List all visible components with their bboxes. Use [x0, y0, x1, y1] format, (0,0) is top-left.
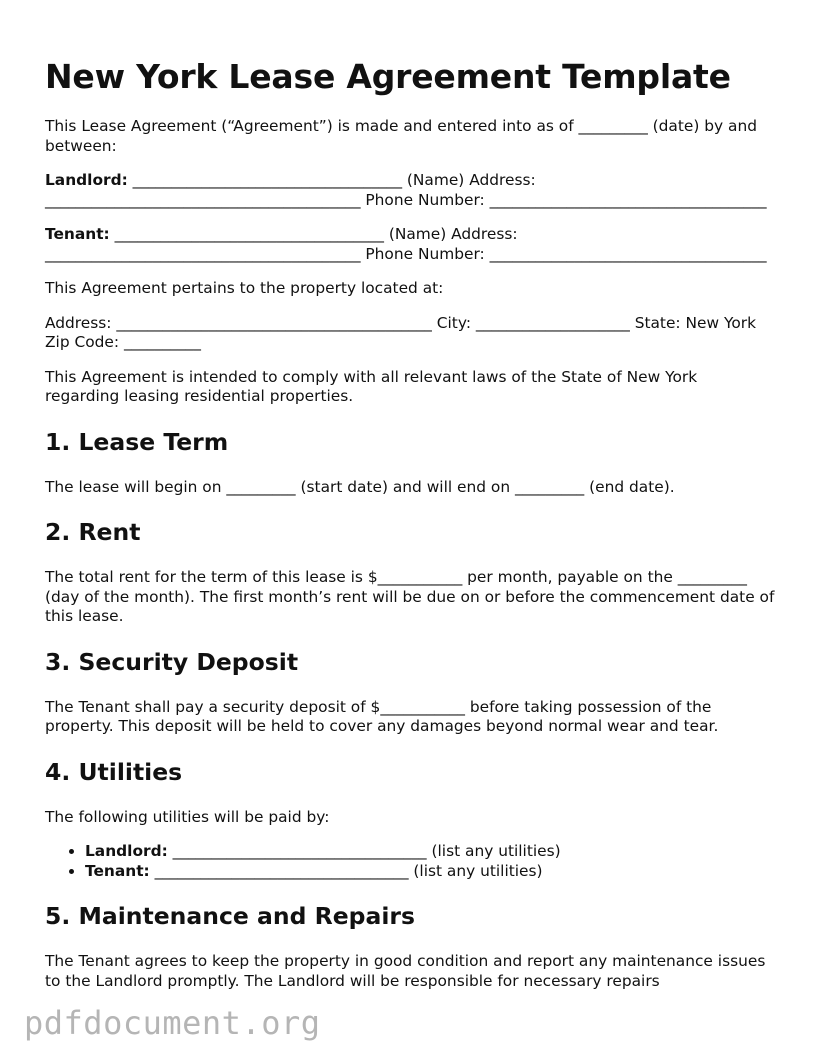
list-item-landlord-utilities	[85, 842, 775, 862]
section-body-rent: The total rent for the term of this lease is $___________ per month, payable on the _________ (day of the month). The first month’s rent will be due on or before the commencement date of this lease.	[45, 568, 775, 625]
list-item-label: Landlord:	[85, 842, 168, 860]
section-heading-maintenance: 5. Maintenance and Repairs	[45, 902, 415, 930]
watermark: pdfdocument.org	[24, 1004, 321, 1042]
tenant-paragraph	[45, 225, 775, 264]
section-heading-utilities: 4. Utilities	[45, 757, 183, 786]
list-item-label: Tenant:	[85, 861, 150, 880]
tenant-label: Tenant:	[45, 225, 110, 243]
tenant-fields: ___________________________________ (Name) Address: _________________________________________ Phone Number: ____________________________________	[45, 225, 767, 263]
landlord-fields: ___________________________________ (Name) Address: _________________________________________ Phone Number: ____________________________________	[45, 171, 767, 209]
landlord-paragraph	[45, 171, 775, 210]
section-heading-rent: 2. Rent	[45, 518, 141, 546]
document-title: New York Lease Agreement Template	[45, 57, 731, 96]
section-body-utilities: The following utilities will be paid by:	[45, 807, 330, 826]
list-item-text: _________________________________ (list any utilities)	[167, 842, 561, 860]
section-body-lease-term: The lease will begin on _________ (start date) and will end on _________ (end date).	[45, 477, 675, 496]
compliance-paragraph: This Agreement is intended to comply with all relevant laws of the State of New York regarding leasing residential properties.	[45, 367, 698, 405]
section-body-maintenance: The Tenant agrees to keep the property in good condition and report any maintenance issues to the Landlord promptly. The Landlord will be responsible for necessary repairs	[45, 952, 766, 990]
section-heading-lease-term: 1. Lease Term	[45, 427, 229, 456]
utilities-list	[45, 842, 775, 881]
list-item-text: _________________________________ (list any utilities)	[149, 861, 543, 880]
address-line: Address: _________________________________________ City: ____________________ State: New York Zip Code: __________	[45, 313, 756, 351]
section-heading-security-deposit: 3. Security Deposit	[45, 647, 299, 676]
property-intro: This Agreement pertains to the property located at:	[45, 279, 444, 297]
intro-paragraph: This Lease Agreement (“Agreement”) is made and entered into as of _________ (date) by and between:	[45, 117, 757, 155]
document-page	[45, 0, 775, 991]
section-body-security-deposit: The Tenant shall pay a security deposit of $___________ before taking possession of the property. This deposit will be held to cover any damages beyond normal wear and tear.	[45, 697, 719, 735]
landlord-label: Landlord:	[45, 171, 128, 189]
list-item-tenant-utilities	[85, 862, 775, 882]
